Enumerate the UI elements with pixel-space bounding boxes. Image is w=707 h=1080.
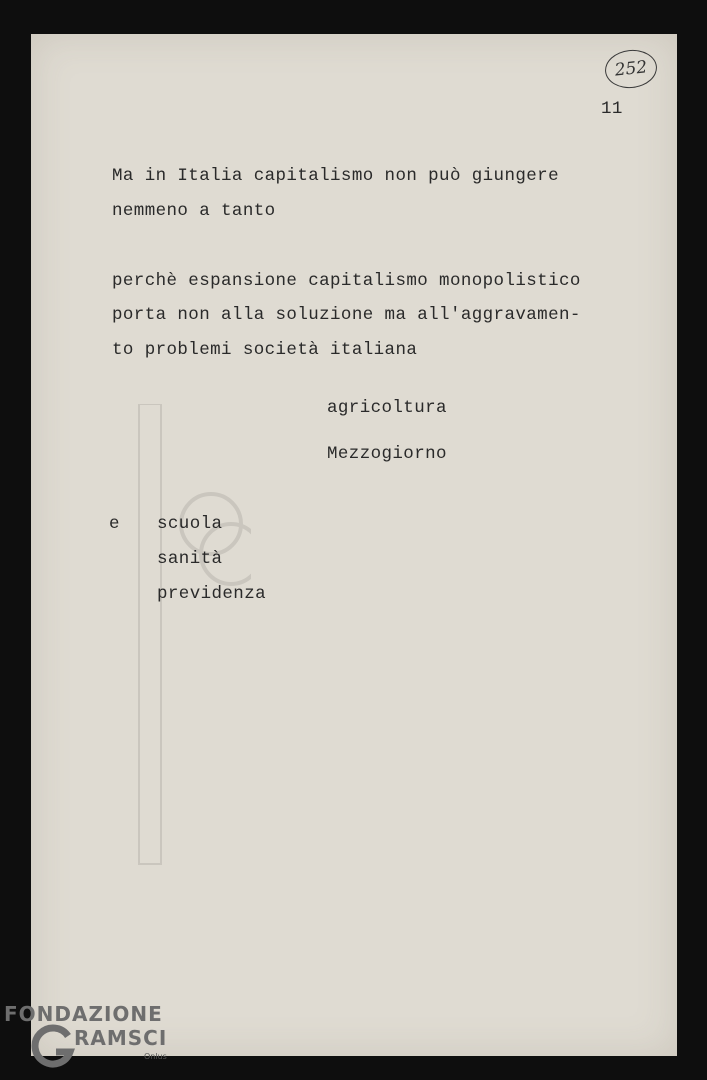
list-prefix: e: [109, 514, 120, 534]
paragraph1-line2: nemmeno a tanto: [112, 201, 276, 221]
fondazione-gramsci-logo: [4, 1002, 184, 1074]
list-item-previdenza: previdenza: [157, 584, 267, 604]
paragraph2-line2: porta non alla soluzione ma all'aggravamen-: [112, 305, 581, 325]
logo-g-icon: [30, 1024, 76, 1070]
centered-item-agricoltura: agricoltura: [327, 398, 447, 418]
logo-line1: FONDAZIONE: [4, 1002, 163, 1026]
paragraph1-line1: Ma in Italia capitalismo non può giungere: [112, 166, 559, 186]
page-number: 11: [601, 99, 623, 119]
archive-number: 252: [613, 57, 649, 81]
logo-line2: RAMSCI: [74, 1026, 168, 1050]
paper-watermark: [131, 404, 251, 884]
logo-tag: Onlus: [144, 1052, 167, 1061]
document-page: [31, 34, 677, 1056]
list-item-sanita: sanità: [157, 549, 223, 569]
archive-number-stamp: [603, 47, 659, 90]
centered-item-mezzogiorno: Mezzogiorno: [327, 444, 447, 464]
paragraph2-line1: perchè espansione capitalismo monopolistico: [112, 271, 581, 291]
paragraph2-line3: to problemi società italiana: [112, 340, 418, 360]
list-item-scuola: scuola: [157, 514, 223, 534]
